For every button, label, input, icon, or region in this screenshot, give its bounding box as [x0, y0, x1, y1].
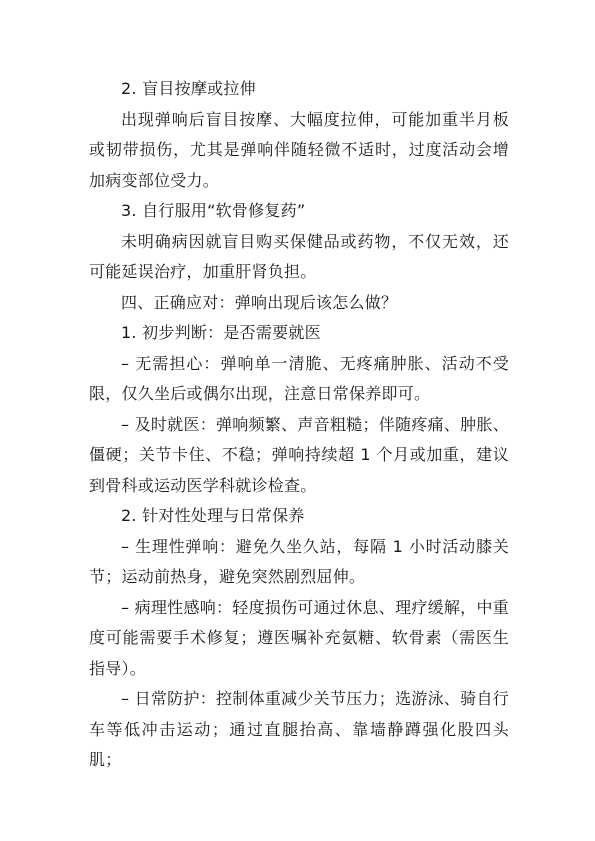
list-item-pathological: – 病理性感响：轻度损伤可通过休息、理疗缓解，中重度可能需要手术修复；遵医嘱补充氨糖、软骨素（需医生指导）。 [89, 597, 509, 678]
section-heading-correct-response: 四、正确应对：弹响出现后该怎么做？ [121, 292, 398, 312]
document-body [89, 74, 509, 776]
list-item-see-doctor: – 及时就医：弹响频繁、声音粗糙；伴随疼痛、肿胀、僵硬；关节卡住、不稳；弹响持续超 1 个月或加重，建议到骨科或运动医学科就诊检查。 [89, 414, 509, 495]
subheading-self-medication: 3. 自行服用“软骨修复药” [121, 201, 306, 220]
list-item-physiological: – 生理性弹响：避免久坐久站，每隔 1 小时活动膝关节；运动前热身，避免突然剧烈屈伸。 [89, 536, 509, 586]
subheading-targeted-care: 2. 针对性处理与日常保养 [121, 506, 305, 525]
paragraph-massage-risk: 出现弹响后盲目按摩、大幅度拉伸，可能加重半月板或韧带损伤，尤其是弹响伴随轻微不适时，过度活动会增加病变部位受力。 [89, 109, 509, 190]
paragraph-medication-risk: 未明确病因就盲目购买保健品或药物，不仅无效，还可能延误治疗，加重肝肾负担。 [89, 231, 509, 281]
list-item-daily-protection: – 日常防护：控制体重减少关节压力；选游泳、骑自行车等低冲击运动；通过直腿抬高、靠墙静蹲强化股四头肌； [89, 689, 509, 769]
list-item-no-worry: – 无需担心：弹响单一清脆、无疼痛肿胀、活动不受限，仅久坐后或偶尔出现，注意日常保养即可。 [89, 353, 509, 403]
subheading-initial-judgment: 1. 初步判断：是否需要就医 [121, 323, 321, 342]
subheading-blind-massage: 2. 盲目按摩或拉伸 [121, 79, 256, 98]
